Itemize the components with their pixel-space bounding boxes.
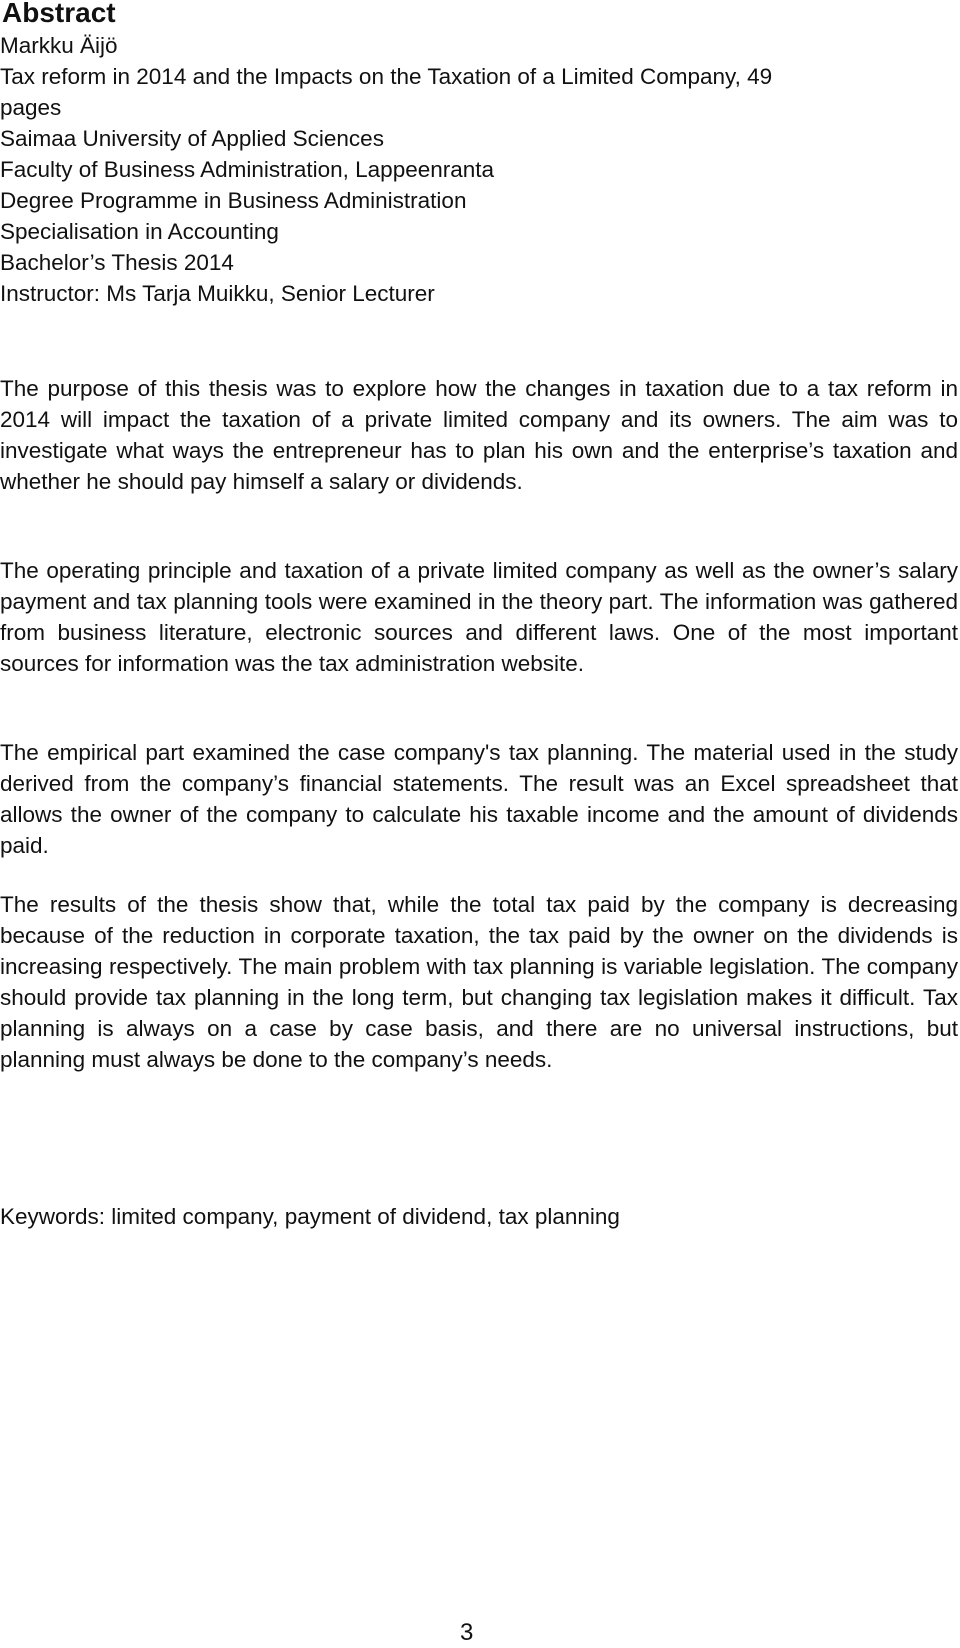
abstract-paragraph-empirical: The empirical part examined the case company's tax planning. The material used in the study derived from the company’s financial statements. The result was an Excel spreadsheet that allows the owner of the company to calculate his taxable income and the amount of dividends paid.: [0, 740, 958, 858]
university-name: Saimaa University of Applied Sciences: [0, 126, 384, 151]
abstract-paragraph-theory: The operating principle and taxation of a private limited company as well as the owner’s salary payment and tax planning tools were examined in the theory part. The information was gathered from business literature, electronic sources and different laws. One of the most important sources for information was the tax administration website.: [0, 558, 958, 676]
abstract-paragraph-results: The results of the thesis show that, while the total tax paid by the company is decreasing because of the reduction in corporate taxation, the tax paid by the owner on the dividends is increasing respectively. The main problem with tax planning is variable legislation. The company should provide tax planning in the long term, but changing tax legislation makes it difficult. Tax planning is always on a case by case basis, and there are no universal instructions, but planning must always be done to the company’s needs.: [0, 892, 958, 1072]
faculty-name: Faculty of Business Administration, Lappeenranta: [0, 157, 495, 182]
thesis-type-year: Bachelor’s Thesis 2014: [0, 250, 234, 275]
specialisation: Specialisation in Accounting: [0, 219, 279, 244]
page-number: 3: [460, 1619, 474, 1646]
abstract-paragraph-purpose: The purpose of this thesis was to explore how the changes in taxation due to a tax reform in 2014 will impact the taxation of a private limited company and its owners. The aim was to investigate what ways the entrepreneur has to plan his own and the enterprise’s taxation and whether he should pay himself a salary or dividends.: [0, 376, 958, 494]
thesis-title-line-1: Tax reform in 2014 and the Impacts on the Taxation of a Limited Company, 49: [0, 64, 773, 89]
instructor: Instructor: Ms Tarja Muikku, Senior Lecturer: [0, 281, 435, 306]
abstract-heading: Abstract: [2, 0, 116, 28]
degree-programme: Degree Programme in Business Administration: [0, 188, 467, 213]
thesis-title-line-2: pages: [0, 95, 62, 120]
author-name: Markku Äijö: [0, 33, 118, 58]
keywords: Keywords: limited company, payment of dividend, tax planning: [0, 1204, 620, 1229]
thesis-metadata: [0, 30, 958, 309]
